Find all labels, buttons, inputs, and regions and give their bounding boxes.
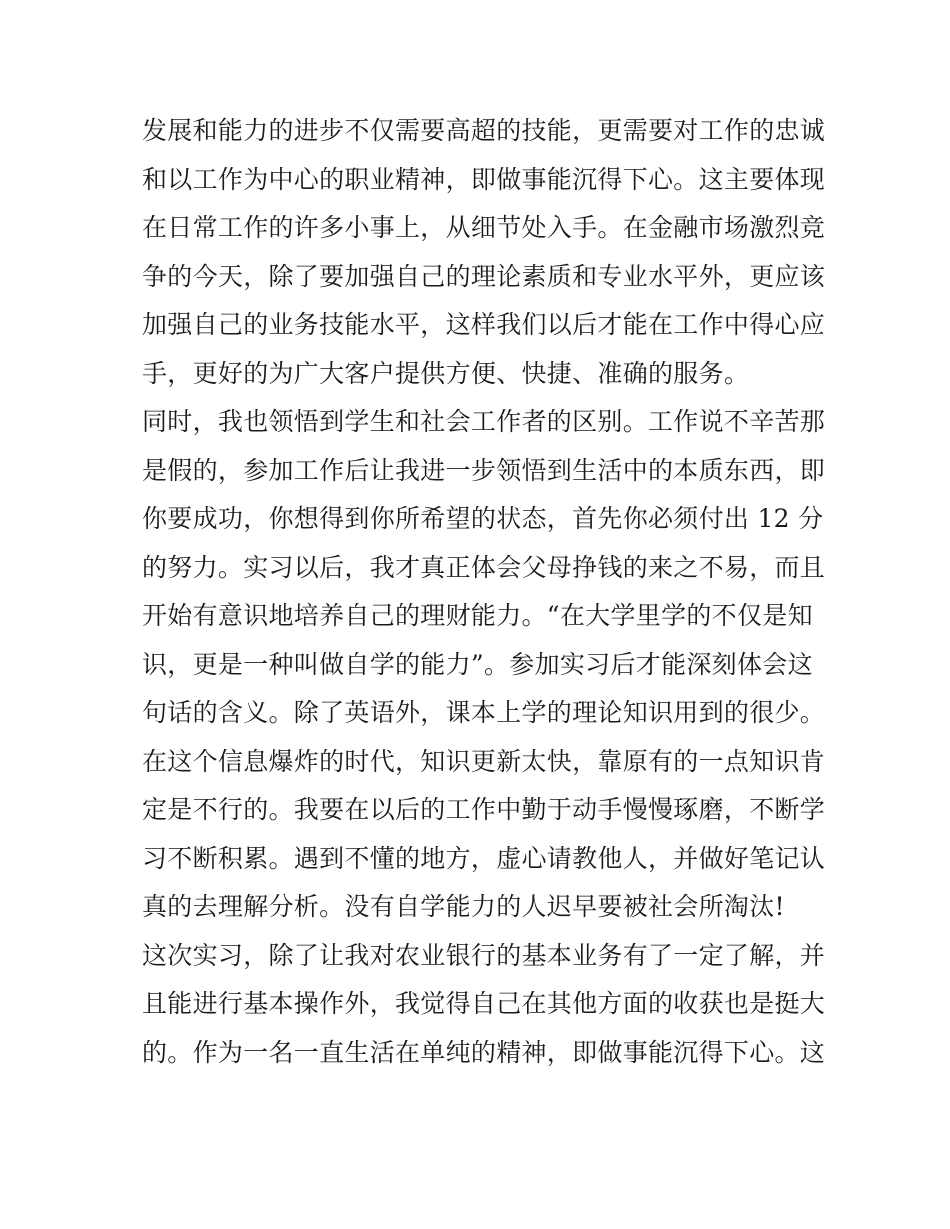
text-line: 在日常工作的许多小事上，从细节处入手。在金融市场激烈竞 [142, 213, 826, 242]
text-line: 加强自己的业务技能水平，这样我们以后才能在工作中得心应 [142, 310, 826, 339]
text-line: 在这个信息爆炸的时代，知识更新太快，靠原有的一点知识肯 [142, 746, 826, 776]
text-line: 的努力。实习以后，我才真正体会父母挣钱的来之不易，而且 [142, 552, 826, 582]
text-line: 和以工作为中心的职业精神，即做事能沉得下心。这主要体现 [142, 164, 826, 194]
text-line: 定是不行的。我要在以后的工作中勤于动手慢慢琢磨，不断学 [142, 795, 826, 824]
text-line: 发展和能力的进步不仅需要高超的技能，更需要对工作的忠诚 [142, 116, 826, 145]
text-line: 是假的，参加工作后让我进一步领悟到生活中的本质东西，即 [142, 455, 826, 485]
text-line: 的。作为一名一直生活在单纯的精神，即做事能沉得下心。这 [142, 1037, 826, 1067]
text-line: 手，更好的为广大客户提供方便、快捷、准确的服务。 [142, 358, 750, 388]
body-text [142, 107, 826, 1077]
text-line: 争的今天，除了要加强自己的理论素质和专业水平外，更应该 [142, 261, 826, 291]
text-line: 同时，我也领悟到学生和社会工作者的区别。工作说不辛苦那 [142, 407, 826, 436]
text-line: 句话的含义。除了英语外，课本上学的理论知识用到的很少。 [142, 698, 826, 727]
text-line: 识，更是一种叫做自学的能力”。参加实习后才能深刻体会这 [142, 649, 813, 679]
text-line: 你要成功，你想得到你所希望的状态，首先你必须付出 12 分 [142, 504, 824, 533]
text-line: 开始有意识地培养自己的理财能力。“在大学里学的不仅是知 [142, 601, 813, 630]
text-line: 习不断积累。遇到不懂的地方，虚心请教他人，并做好笔记认 [142, 843, 826, 873]
text-line: 这次实习，除了让我对农业银行的基本业务有了一定了解，并 [142, 940, 826, 970]
text-line: 真的去理解分析。没有自学能力的人迟早要被社会所淘汰! [142, 892, 785, 921]
text-line: 且能进行基本操作外，我觉得自己在其他方面的收获也是挺大 [142, 989, 826, 1018]
